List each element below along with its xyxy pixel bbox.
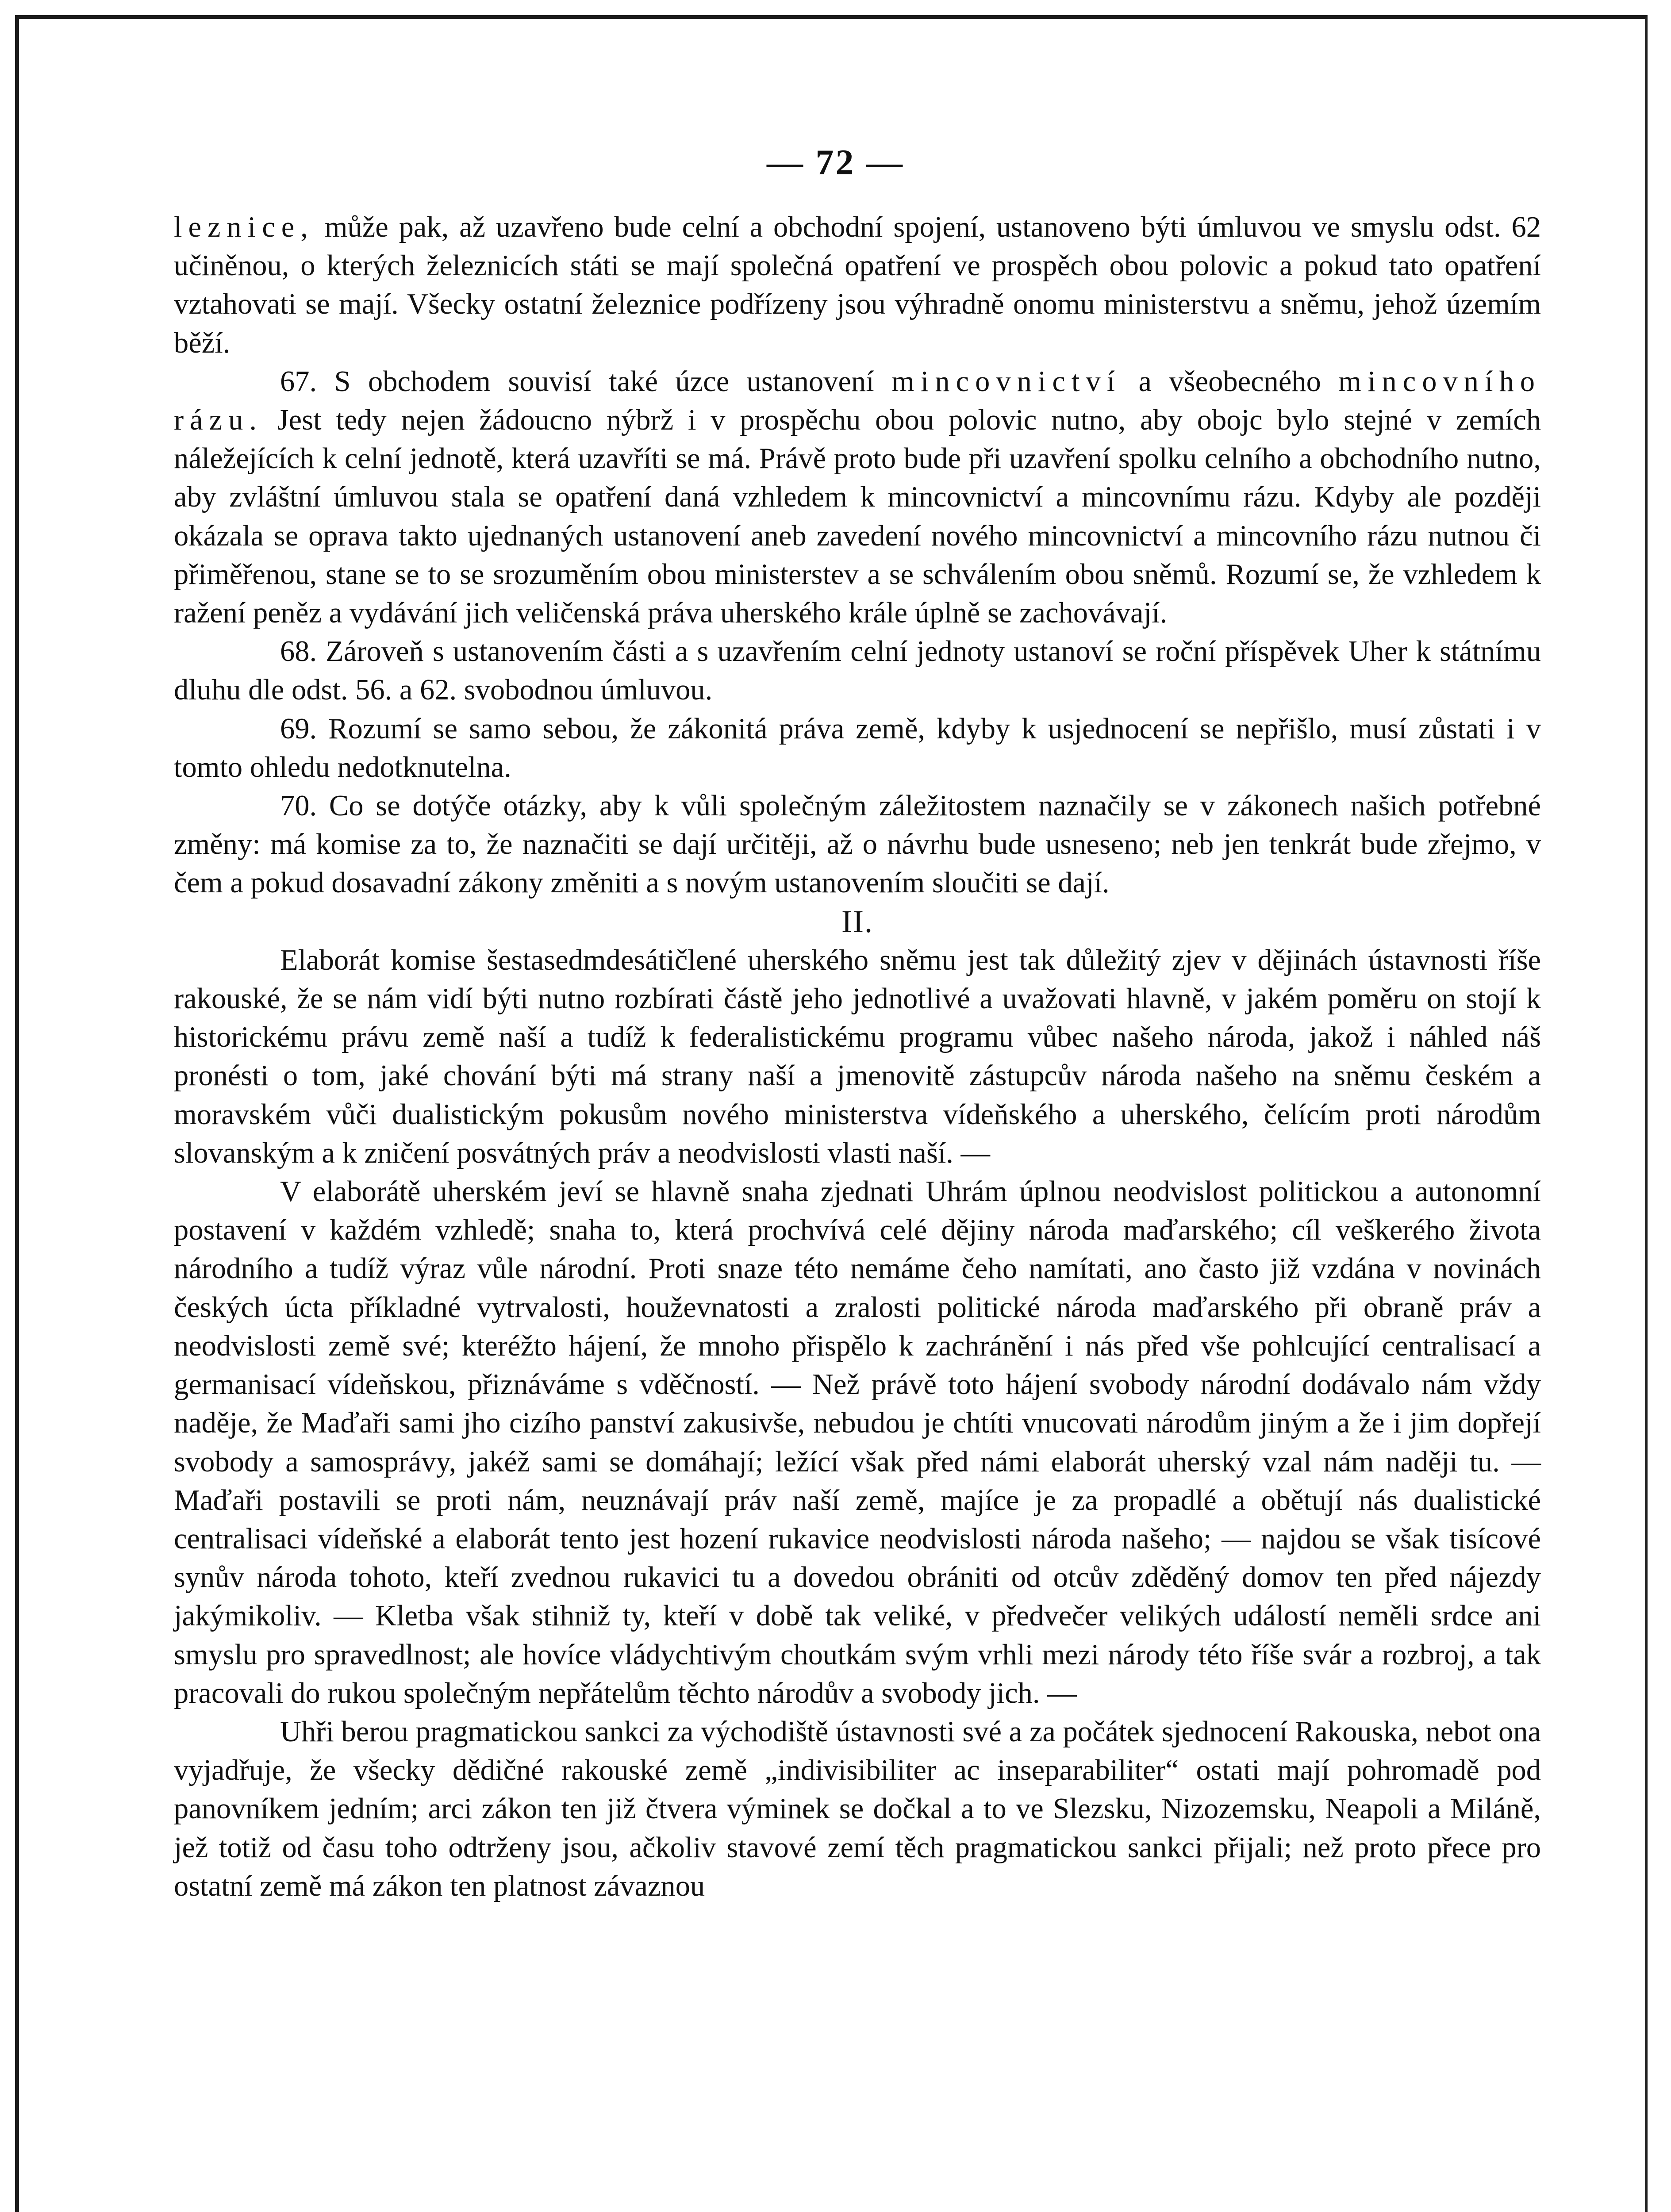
section-heading: II.	[841, 903, 873, 939]
text-column	[174, 208, 1541, 1905]
section-paragraph-1: Elaborát komise šestasedmdesátičlené uherského sněmu jest tak důležitý zjev v dějinách ústavnosti říše rakouské, že se nám vidí býti nutno rozbírati částě jeho jednotlivé a uvažovati hlavně, v jakém poměru on stojí k historickému právu země naší a tudíž k federalistickému programu vůbec našeho národa, jakož i náhled náš pronésti o tom, jaké chování býti má strany naší a jmenovitě zástupcův národa našeho na sněmu českém a moravském vůči dualistickým pokusům nového ministerstva vídeňského a uherského, čelícím proti národům slovanským a k zničení posvátných práv a neodvislosti vlasti naší. —	[174, 944, 1541, 1169]
paragraph-70: 70. Co se dotýče otázky, aby k vůli společným záležitostem naznačily se v zákonech našich potřebné změny: má komise za to, že naznačiti se dají určitěji, až o návrhu bude usneseno; neb jen tenkrát bude zřejmo, v čem a pokud dosavadní zákony změniti a s novým ustanovením sloučiti se dají.	[174, 790, 1541, 899]
section-paragraph-3: Uhři berou pragmatickou sankci za východiště ústavnosti své a za počátek sjednocení Rakouska, nebot ona vyjadřuje, že všecky dědičné rakouské země „indivisibiliter ac inseparabiliter“ ostati mají pohromadě pod panovníkem jedním; arci zákon ten již čtvera výminek se dočkal a to ve Slezsku, Nizozemsku, Neapoli a Miláně, jež totiž od času toho odtrženy jsou, ačkoliv stavové zemí těch pragmatickou sankci přijali; než proto přece pro ostatní země má zákon ten platnost závaznou	[174, 1715, 1541, 1902]
paragraph-text: může pak, až uzavřeno bude celní a obchodní spojení, ustanoveno býti úmluvou ve smyslu odst. 62 učiněnou, o kterých železnicích státi se mají společná opatření ve prospěch obou polovic a pokud tato opatření vztahovati se mají. Všecky ostatní železnice podřízeny jsou výhradně onomu ministerstvu a sněmu, jehož územím běží.	[174, 211, 1541, 359]
spaced-term: mincovního rázu.	[174, 365, 1541, 437]
page-number: — 72 —	[767, 142, 904, 182]
paragraph-69: 69. Rozumí se samo sebou, že zákonitá práva země, kdyby k usjednocení se nepřišlo, musí zůstati i v tomto ohledu nedotknutelna.	[174, 712, 1541, 783]
paragraph-text: a všeobecného	[1121, 365, 1339, 398]
spaced-term: mincovnictví	[891, 365, 1122, 398]
paragraph-67	[174, 362, 1541, 632]
paragraph-text: Jest tedy nejen žádoucno nýbrž i v prospěchu obou polovic nutno, aby obojc bylo stejné v zemích náležejících k celní jednotě, která uzavříti se má. Právě proto bude při uzavření spolku celního a obchodního nutno, aby zvláštní úmluvou stala se opatření daná vzhledem k mincovnictví a mincovnímu rázu. Kdyby ale později okázala se oprava takto ujednaných ustanovení aneb zavedení nového mincovnictví a mincovního rázu nutnou či přiměřenou, stane se to se srozuměním obou ministerstev a se schválením obou sněmů. Rozumí se, že vzhledem k ražení peněz a vydávání jich veličenská práva uherského krále úplně se zachovávají.	[174, 404, 1541, 630]
paragraph-68: 68. Zároveň s ustanovením části a s uzavřením celní jednoty ustanoví se roční příspěvek Uher k státnímu dluhu dle odst. 56. a 62. svobodnou úmluvou.	[174, 635, 1541, 707]
paragraph-continued	[174, 208, 1541, 362]
section-paragraph-2: V elaborátě uherském jeví se hlavně snaha zjednati Uhrám úplnou neodvislost politickou a autonomní postavení v každém vzhledě; snaha to, která prochvívá celé dějiny národa maďarského; cíl veškerého života národního a tudíž výraz vůle národní. Proti snaze této nemáme čeho namítati, ano často již vzdána v novinách českých úcta příkladné vytrvalosti, houževnatosti a zralosti politické národa maďarského při obraně práv a neodvislosti země své; kteréžto hájení, že mnoho přispělo k zachránění i nás před vše pohlcující centralisací a germanisací vídeňskou, přiznáváme s vděčností. — Než právě toto hájení svobody národní dodávalo nám vždy naděje, že Maďaři sami jho cizího panství zakusivše, nebudou je chtíti vnucovati národům jiným a že i jim dopřejí svobody a samosprávy, jakéž sami se domáhají; ležící však před námi elaborát uherský vzal nám naději tu. — Maďaři postavili se proti nám, neuznávají práv naší země, majíce je za propadlé a obětují nás dualistické centralisaci vídeňské a elaborát tento jest hození rukavice neodvislosti národa našeho; — najdou se však tisícové synův národa tohoto, kteří zvednou rukavici tu a dovedou obrániti od otcův zděděný domov ten před nájezdy jakýmikoliv. — Kletba však stihniž ty, kteří v době tak veliké, v předvečer velikých událostí neměli srdce ani smyslu pro spravedlnost; ale hovíce vládychtivým choutkám svým vrhli mezi národy této říše svár a rozbroj, a tak pracovali do rukou společným nepřátelům těchto národův a svobody jich. —	[174, 1175, 1541, 1709]
paragraph-text: 67. S obchodem souvisí také úzce ustanovení	[280, 365, 892, 398]
spaced-word: leznice,	[174, 211, 314, 243]
